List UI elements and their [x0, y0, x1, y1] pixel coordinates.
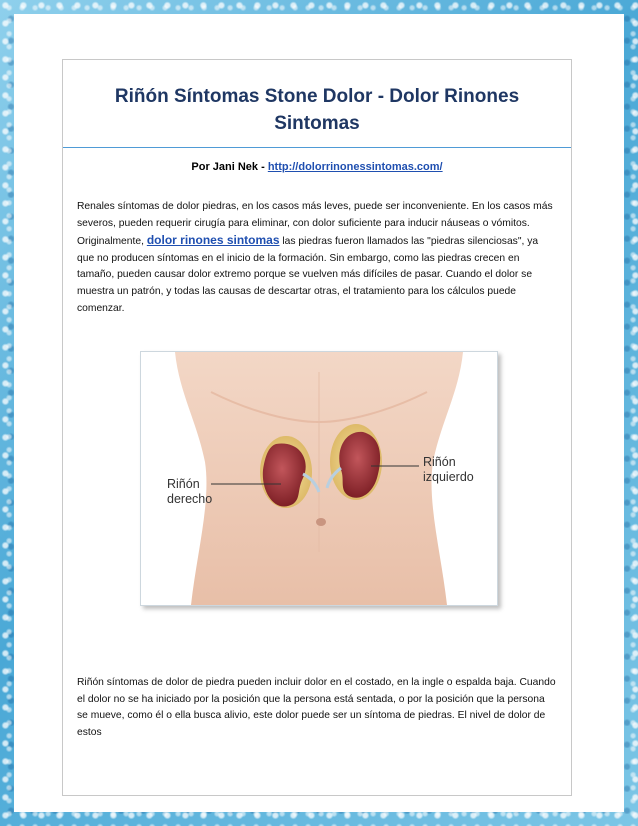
navel [316, 518, 326, 526]
paragraph-1-text-b: las piedras fueron llamados las "piedras silenciosas", ya que no producen síntomas en el inicio de la formación. Sin embargo, como las piedras crecen en tamaño, pueden causar dolor extremo porque se vuelven más difíciles de pasar. Cuando el dolor se muestra un patrón, y todas las causas de descartar otras, el tratamiento para los cálculos puede comenzar. [77, 236, 539, 314]
title-divider [63, 147, 571, 148]
byline-author: Por Jani Nek - [191, 161, 268, 173]
label-rinon-izq-1: Riñón [423, 455, 456, 470]
content-frame [62, 59, 572, 796]
paragraph-1 [63, 199, 571, 317]
paragraph-2: Riñón síntomas de dolor de piedra pueden incluir dolor en el costado, en la ingle o espalda baja. Cuando el dolor no se ha iniciado por la posición que la persona está sentada, o por la posición que la persona se mueve, como él o ella busca alivio, este dolor puede ser un síntoma de piedras. El nivel de dolor de estos [77, 677, 556, 738]
label-rinon-der-2: derecho [167, 492, 213, 507]
inline-link-dolor-rinones[interactable]: dolor rinones sintomas [146, 233, 280, 248]
byline-link[interactable]: http://dolorrinonessintomas.com/ [267, 161, 443, 173]
byline [63, 161, 571, 173]
page-title: Riñón Síntomas Stone Dolor - Dolor Rinones Sintomas [114, 86, 520, 134]
paragraph-1-text-a: Renales síntomas de dolor piedras, en los casos más leves, puede ser inconveniente. En los casos más severos, pueden requerir cirugía para eliminar, con dolor suficiente para inducir náuseas o vómitos. Originalmente, [77, 201, 553, 248]
page [14, 14, 624, 812]
kidney-diagram-svg [141, 352, 497, 605]
label-rinon-der-1: Riñón [167, 477, 200, 492]
kidney-illustration [140, 351, 498, 606]
label-rinon-izq-2: izquierdo [423, 470, 474, 485]
